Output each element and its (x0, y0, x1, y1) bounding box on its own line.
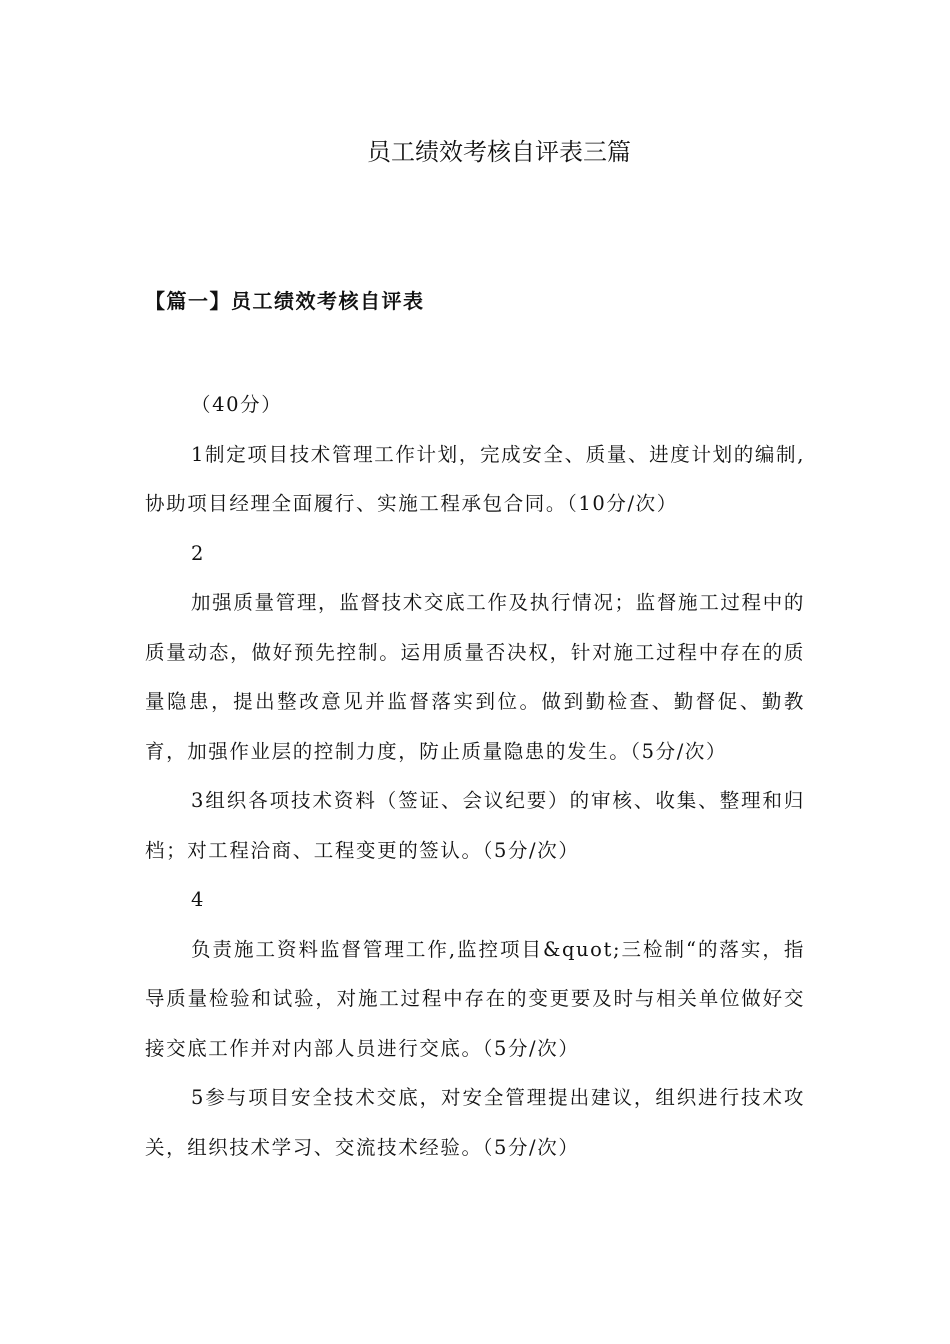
section-heading: 【篇一】员工绩效考核自评表 (145, 289, 425, 313)
item-1: 1制定项目技术管理工作计划，完成安全、质量、进度计划的编制,协助项目经理全面履行、实施工程承包合同。（10分/次） (145, 442, 805, 515)
item-5: 5参与项目安全技术交底，对安全管理提出建议，组织进行技术攻关，组织技术学习、交流技术经验。（5分/次） (145, 1086, 805, 1159)
item-4: 负责施工资料监督管理工作,监控项目&quot;三检制“的落实，指导质量检验和试验，对施工过程中存在的变更要及时与相关单位做好交接交底工作并对内部人员进行交底。（5分/次） (145, 937, 805, 1060)
item-4-number: 4 (191, 888, 206, 911)
item-2-number: 2 (191, 541, 206, 565)
document-body (145, 380, 805, 1172)
document-title: 员工绩效考核自评表三篇 (367, 138, 631, 166)
item-2: 加强质量管理，监督技术交底工作及执行情况；监督施工过程中的质量动态，做好预先控制。运用质量否决权，针对施工过程中存在的质量隐患，提出整改意见并监督落实到位。做到勤检查、勤督促、勤教育，加强作业层的控制力度，防止质量隐患的发生。（5分/次） (145, 591, 805, 763)
item-3: 3组织各项技术资料（签证、会议纪要）的审核、收集、整理和归档；对工程洽商、工程变更的签认。（5分/次） (145, 789, 805, 862)
score-total: （40分） (191, 393, 283, 416)
